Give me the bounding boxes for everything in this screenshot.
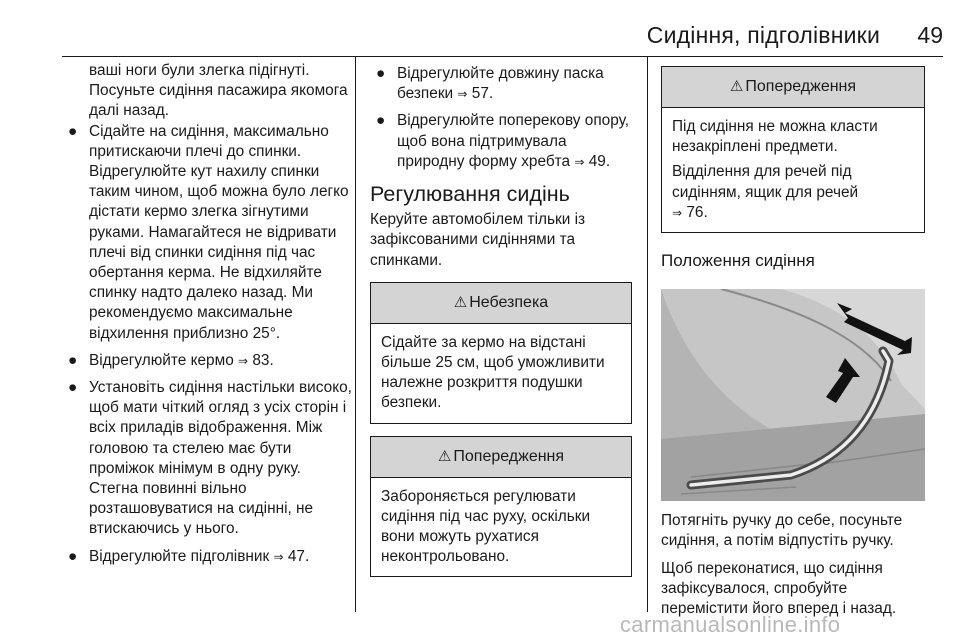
column-divider-left	[355, 56, 356, 612]
danger-box-header	[371, 283, 631, 324]
list-item	[62, 547, 352, 567]
page-ref-arrow-icon: ⇒	[238, 353, 249, 368]
instruction-paragraph: Потягніть ручку до себе, посуньте сидіння, а потім відпустіть ручку.	[661, 512, 903, 550]
list-item	[62, 351, 352, 371]
middle-column	[370, 64, 632, 589]
warning-box	[370, 436, 632, 578]
subheading: Положення сидіння	[661, 251, 815, 271]
continued-paragraph: ваші ноги були злегка підігнуті. Посуньте сидіння пасажира якомога далі назад.	[89, 62, 348, 120]
page-reference-link[interactable]: 49.	[588, 152, 611, 170]
warning-triangle-icon: ⚠	[729, 77, 744, 95]
list-item-text: Відрегулюйте кермо	[89, 351, 239, 369]
warning-box-text: Відділення для речей під сидінням, ящик для речей ⇒ 76.	[672, 163, 859, 221]
list-item-text: Сідайте на сидіння, максимально притискаючи плечі до спинки. Відрегулюйте кут нахилу спинки таким чином, щоб можна було легко дістати кермо злегка зігнутими руками. Намагайтеся не відривати плечі від спинки сидіння під час обертання керма. Не відхиляйте спинку надто далеко назад. Ми рекомендуємо максимальне відхилення приблизно 25°.	[89, 122, 349, 342]
page-header-title: Сидіння, підголівники	[646, 22, 880, 48]
warning-box-text: Під сидіння не можна класти незакріплені предмети.	[672, 118, 878, 156]
list-item	[370, 111, 632, 172]
warning-box-body	[371, 478, 631, 577]
warning-triangle-icon: ⚠	[437, 447, 452, 465]
warning-box	[661, 66, 925, 233]
danger-box-title: Небезпека	[469, 293, 549, 311]
page-ref-arrow-icon: ⇒	[457, 87, 468, 102]
instructions	[661, 511, 925, 619]
bullet-icon: ●	[376, 65, 386, 82]
left-column	[62, 61, 352, 574]
warning-box-header	[371, 437, 631, 478]
page-reference-link[interactable]: 76.	[686, 203, 708, 221]
list-item-text: Відрегулюйте довжину паска безпеки	[397, 65, 604, 103]
list-item-text: Відрегулюйте підголівник	[89, 547, 274, 565]
warning-box-header	[662, 67, 924, 108]
section-title: Регулювання сидінь	[370, 182, 570, 207]
bullet-icon: ●	[376, 112, 386, 130]
page-reference-link[interactable]: 47.	[287, 547, 310, 565]
page-ref-arrow-icon: ⇒	[273, 549, 284, 564]
bullet-icon: ●	[68, 351, 78, 369]
danger-box	[370, 282, 632, 424]
danger-box-body	[371, 324, 631, 423]
list-item	[62, 378, 352, 540]
list-item	[62, 122, 352, 344]
seat-adjust-lever-illustration	[661, 289, 925, 501]
page-ref-arrow-icon: ⇒	[574, 154, 585, 169]
header-rule	[62, 56, 943, 57]
list-item	[370, 64, 632, 104]
page-ref-arrow-icon: ⇒	[672, 205, 683, 220]
list-item-text: Відрегулюйте поперекову опору, щоб вона підтримувала природну форму хребта	[397, 112, 630, 170]
warning-triangle-icon: ⚠	[453, 293, 468, 311]
instruction-paragraph: Щоб переконатися, що сидіння зафіксувалося, спробуйте перемістити його вперед і назад.	[661, 559, 897, 618]
bullet-icon: ●	[68, 379, 78, 397]
page-reference-link[interactable]: 57.	[471, 85, 494, 103]
page-reference-link[interactable]: 83.	[252, 351, 274, 369]
bullet-icon: ●	[68, 547, 78, 565]
footer-watermark: carmanualsonline.info	[620, 612, 841, 637]
warning-box-title: Попередження	[745, 77, 857, 95]
danger-box-text: Сідайте за кермо на відстані більше 25 см, щоб уможливити належне розкриття подушки безпеки.	[381, 333, 605, 412]
warning-box-title: Попередження	[453, 447, 565, 465]
bullet-icon: ●	[68, 122, 78, 140]
right-column	[661, 66, 925, 626]
section-intro: Керуйте автомобілем тільки із зафіксованими сидіннями та спинками.	[370, 211, 586, 269]
list-item-text: Установіть сидіння настільки високо, щоб мати чіткий огляд з усіх сторін і всіх приладів відображення. Між головою та стелею має бути проміжок мінімум в одну руку. Стегна повинні вільно розташовуватися на сидінні, не втискаючись у нього.	[89, 379, 352, 538]
column-divider-right	[647, 56, 648, 612]
seat-lever-figure	[661, 289, 925, 501]
page-number: 49	[917, 22, 943, 48]
warning-box-body	[662, 108, 924, 232]
warning-box-text: Забороняється регулювати сидіння під час руху, оскільки вони можуть рухатися неконтрольовано.	[381, 487, 591, 566]
